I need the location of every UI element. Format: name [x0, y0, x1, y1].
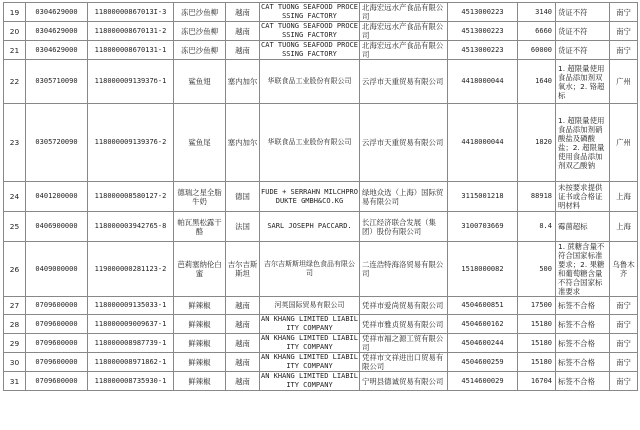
cell-reason: 货证不符 [556, 22, 610, 41]
cell-reason: 标签不合格 [556, 372, 610, 391]
cell-permit-number: 118000009009637-1 [88, 315, 174, 334]
cell-hs-code: 0305710090 [26, 60, 88, 104]
cell-origin-country: 法国 [226, 212, 260, 242]
cell-weight: 15180 [518, 353, 556, 372]
cell-permit-number: 11800000867013I-3 [88, 3, 174, 22]
table-row [4, 334, 638, 353]
table-row [4, 3, 638, 22]
table-row [4, 212, 638, 242]
cell-producer: 吉尔吉斯斯坦绿色食品有限公司 [260, 242, 360, 297]
cell-weight: 17500 [518, 297, 556, 315]
cell-producer: AN KHANG LIMITED LIABILITY COMPANY [261, 372, 358, 389]
cell-product-name: 鲨鱼翅 [174, 60, 226, 104]
cell-origin-country: 越南 [226, 41, 260, 60]
cell-hs-code: 0304629000 [26, 41, 88, 60]
cell-weight: 8.4 [518, 212, 556, 242]
cell-reason: 标签不合格 [556, 353, 610, 372]
cell-importer: 北海宏远水产食品有限公司 [360, 41, 448, 60]
cell-weight: 15180 [518, 315, 556, 334]
cell-permit-number: 118000008670131-1 [88, 41, 174, 60]
cell-row-number: 25 [4, 212, 26, 242]
cell-producer: SARL JOSEPH PACCARD. [260, 212, 360, 242]
cell-reason: 霉菌超标 [556, 212, 610, 242]
cell-importer: 凭祥市福之源工贸有限公司 [360, 334, 448, 353]
cell-importer: 绿地众选（上海）国际贸易有限公司 [360, 182, 448, 212]
cell-importer: 云浮市天重贸易有限公司 [360, 60, 448, 104]
cell-producer: CAT TUONG SEAFOOD PROCESSING FACTORY [261, 41, 358, 58]
cell-permit-number: 118000009139376-2 [88, 104, 174, 182]
cell-port: 上海 [610, 182, 638, 212]
cell-product-name: 德瑞之星全脂牛奶 [174, 182, 226, 212]
cell-port: 广州 [610, 104, 638, 182]
cell-port: 南宁 [610, 372, 638, 391]
cell-producer: FUDE + SERRAHN MILCHPRODUKTE GMBH&CO.KG [260, 182, 360, 212]
cell-registration-number: 4504600244 [448, 334, 518, 353]
cell-product-name: 鲜辣椒 [174, 334, 226, 353]
cell-reason: 1. 超限量使用食品添加剂硝酸盐及磷酸盐；2. 超限量使用食品添加剂双乙酸钠 [556, 104, 610, 182]
cell-row-number: 24 [4, 182, 26, 212]
cell-product-name: 冻巴沙鱼柳 [174, 3, 226, 22]
cell-importer: 凭祥市爱尚贸易有限公司 [360, 297, 448, 315]
table-row [4, 22, 638, 41]
cell-weight: 6660 [518, 22, 556, 41]
cell-origin-country: 越南 [226, 334, 260, 353]
cell-reason: 货证不符 [556, 41, 610, 60]
cell-row-number: 26 [4, 242, 26, 297]
cell-importer: 北海宏远水产食品有限公司 [360, 22, 448, 41]
cell-row-number: 21 [4, 41, 26, 60]
cell-registration-number: 3115001218 [448, 182, 518, 212]
cell-registration-number: 4504600259 [448, 353, 518, 372]
cell-origin-country: 越南 [226, 22, 260, 41]
table-row [4, 315, 638, 334]
cell-hs-code: 0406900000 [26, 212, 88, 242]
rejected-imports-table [3, 2, 638, 391]
cell-product-name: 冻巴沙鱼柳 [174, 41, 226, 60]
cell-product-name: 鲜辣椒 [174, 315, 226, 334]
cell-origin-country: 越南 [226, 315, 260, 334]
cell-row-number: 31 [4, 372, 26, 391]
cell-origin-country: 越南 [226, 372, 260, 391]
cell-product-name: 冻巴沙鱼柳 [174, 22, 226, 41]
cell-product-name: 鲜辣椒 [174, 297, 226, 315]
cell-reason: 货证不符 [556, 3, 610, 22]
cell-hs-code: 0305720090 [26, 104, 88, 182]
cell-hs-code: 0401200000 [26, 182, 88, 212]
cell-row-number: 28 [4, 315, 26, 334]
cell-producer: AN KHANG LIMITED LIABILITY COMPANY [261, 334, 358, 351]
cell-hs-code: 0709600000 [26, 315, 88, 334]
cell-origin-country: 越南 [226, 3, 260, 22]
cell-product-name: 帕瓦黑松露干酪 [174, 212, 226, 242]
table-row [4, 104, 638, 182]
cell-port: 南宁 [610, 22, 638, 41]
cell-row-number: 30 [4, 353, 26, 372]
cell-producer: CAT TUONG SEAFOOD PROCESSING FACTORY [261, 3, 358, 20]
cell-producer: 河英国际贸易有限公司 [260, 297, 360, 315]
cell-origin-country: 吉尔吉斯斯坦 [226, 242, 260, 297]
cell-weight: 1820 [518, 104, 556, 182]
cell-hs-code: 0709600000 [26, 353, 88, 372]
cell-product-name: 鲜辣椒 [174, 353, 226, 372]
cell-producer: AN KHANG LIMITED LIABILITY COMPANY [261, 315, 358, 332]
cell-reason: 标签不合格 [556, 297, 610, 315]
cell-registration-number: 4514600029 [448, 372, 518, 391]
table-row [4, 242, 638, 297]
table-row [4, 60, 638, 104]
cell-port: 广州 [610, 60, 638, 104]
cell-port: 南宁 [610, 3, 638, 22]
cell-importer: 凭祥市文祥进出口贸易有限公司 [360, 353, 448, 372]
cell-permit-number: 118000008670131-2 [88, 22, 174, 41]
cell-port: 乌鲁木齐 [610, 242, 638, 297]
cell-registration-number: 4418000044 [448, 60, 518, 104]
cell-permit-number: 119000000281123-2 [88, 242, 174, 297]
cell-importer: 二连浩特海洛贸易有限公司 [360, 242, 448, 297]
cell-registration-number: 4513000223 [448, 41, 518, 60]
cell-reason: 标签不合格 [556, 315, 610, 334]
cell-hs-code: 0709600000 [26, 372, 88, 391]
cell-port: 南宁 [610, 353, 638, 372]
cell-importer: 北海宏远水产食品有限公司 [360, 3, 448, 22]
cell-weight: 15180 [518, 334, 556, 353]
table-row [4, 182, 638, 212]
cell-hs-code: 0409000000 [26, 242, 88, 297]
cell-product-name: 鲜辣椒 [174, 372, 226, 391]
cell-hs-code: 0304629000 [26, 3, 88, 22]
cell-weight: 60000 [518, 41, 556, 60]
cell-importer: 长江经济联合发展（集团）股份有限公司 [360, 212, 448, 242]
cell-row-number: 29 [4, 334, 26, 353]
table-row [4, 297, 638, 315]
cell-producer: 华联食品工业股份有限公司 [260, 60, 360, 104]
cell-permit-number: 118000008987739-1 [88, 334, 174, 353]
cell-weight: 500 [518, 242, 556, 297]
cell-reason: 未按要求提供证书或合格证明材料 [556, 182, 610, 212]
cell-permit-number: 118000008971862-1 [88, 353, 174, 372]
cell-weight: 16704 [518, 372, 556, 391]
cell-permit-number: 118000009135033-1 [88, 297, 174, 315]
cell-port: 上海 [610, 212, 638, 242]
cell-weight: 88918 [518, 182, 556, 212]
cell-hs-code: 0304629000 [26, 22, 88, 41]
cell-permit-number: 118000008735930-1 [88, 372, 174, 391]
cell-importer: 凭祥市雅贞贸易有限公司 [360, 315, 448, 334]
cell-origin-country: 塞内加尔 [226, 104, 260, 182]
cell-producer: AN KHANG LIMITED LIABILITY COMPANY [261, 353, 358, 370]
cell-importer: 宁明县德诚贸易有限公司 [360, 372, 448, 391]
cell-registration-number: 1518000082 [448, 242, 518, 297]
cell-origin-country: 越南 [226, 297, 260, 315]
cell-permit-number: 118000008580127-2 [88, 182, 174, 212]
cell-product-name: 鲨鱼尾 [174, 104, 226, 182]
cell-importer: 云浮市天重贸易有限公司 [360, 104, 448, 182]
cell-registration-number: 4513000223 [448, 3, 518, 22]
cell-registration-number: 4504600162 [448, 315, 518, 334]
cell-weight: 3140 [518, 3, 556, 22]
cell-permit-number: 118000003942765-8 [88, 212, 174, 242]
cell-registration-number: 4418000044 [448, 104, 518, 182]
cell-product-name: 芭莉塞纳伦白蜜 [174, 242, 226, 297]
table-row [4, 372, 638, 391]
cell-origin-country: 德国 [226, 182, 260, 212]
cell-port: 南宁 [610, 315, 638, 334]
cell-reason: 标签不合格 [556, 334, 610, 353]
cell-row-number: 20 [4, 22, 26, 41]
cell-port: 南宁 [610, 334, 638, 353]
cell-row-number: 19 [4, 3, 26, 22]
cell-producer: 华联食品工业股份有限公司 [260, 104, 360, 182]
cell-row-number: 22 [4, 60, 26, 104]
table-row [4, 41, 638, 60]
cell-origin-country: 越南 [226, 353, 260, 372]
cell-producer: CAT TUONG SEAFOOD PROCESSING FACTORY [261, 22, 358, 39]
cell-port: 南宁 [610, 297, 638, 315]
table-row [4, 353, 638, 372]
cell-registration-number: 4513000223 [448, 22, 518, 41]
cell-port: 南宁 [610, 41, 638, 60]
cell-registration-number: 4504600851 [448, 297, 518, 315]
cell-origin-country: 塞内加尔 [226, 60, 260, 104]
cell-row-number: 27 [4, 297, 26, 315]
cell-registration-number: 3100703669 [448, 212, 518, 242]
cell-permit-number: 11800000913937б-1 [88, 60, 174, 104]
cell-row-number: 23 [4, 104, 26, 182]
cell-reason: 1. 超限量使用食品添加剂双氧水；2. 铬超标 [556, 60, 610, 104]
cell-hs-code: 0709600000 [26, 334, 88, 353]
cell-weight: 1640 [518, 60, 556, 104]
cell-reason: 1. 蔗糖含量不符合国家标准要求；2. 果糖和葡萄糖含量不符合国家标准要求 [556, 242, 610, 297]
cell-hs-code: 0709600000 [26, 297, 88, 315]
